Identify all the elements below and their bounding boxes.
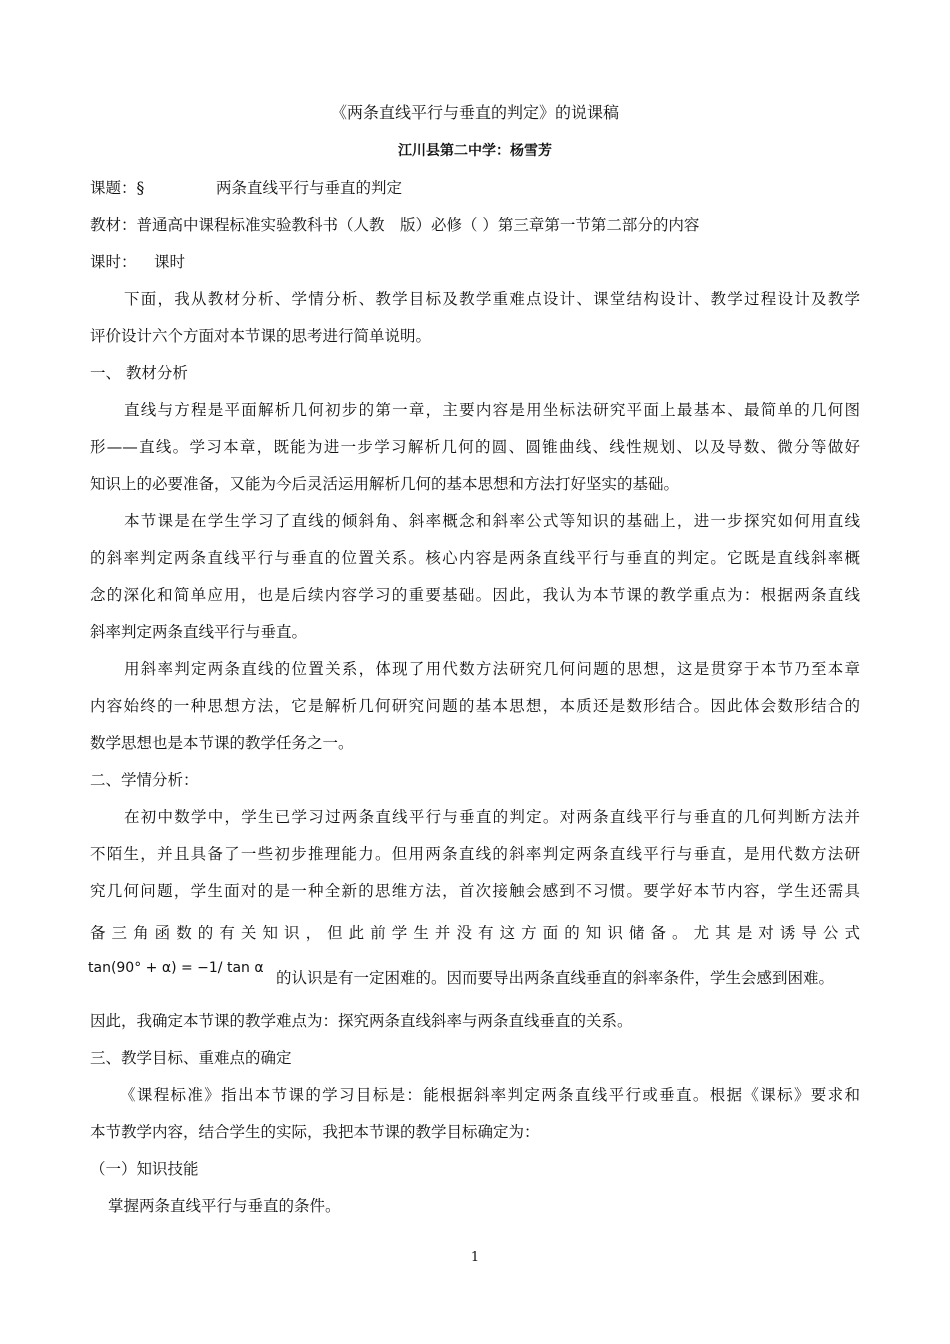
- topic-label: 课题：§: [90, 179, 145, 197]
- formula: tan(90° + α) = −1/ tan α: [88, 960, 264, 976]
- section-heading: 二、学情分析：: [90, 771, 199, 789]
- intro-line: 下面，我从教材分析、学情分析、教学目标及教学重难点设计、课堂结构设计、教学过程设计及教学: [124, 290, 860, 308]
- paragraph-line: 知识上的必要准备，又能为今后灵活运用解析几何的基本思想和方法打好坚实的基础。: [90, 475, 680, 493]
- paragraph-line: 在初中数学中，学生已学习过两条直线平行与垂直的判定。对两条直线平行与垂直的几何判断方法并: [124, 808, 860, 826]
- paragraph-line: 因此，我确定本节课的教学难点为：探究两条直线斜率与两条直线垂直的关系。: [90, 1012, 633, 1030]
- paragraph-line: 内容始终的一种思想方法，它是解析几何研究问题的基本思想，本质还是数形结合。因此体会数形结合的: [90, 697, 860, 715]
- author-line: 江川县第二中学：杨雪芳: [398, 143, 552, 159]
- paragraph-line: 的斜率判定两条直线平行与垂直的位置关系。核心内容是两条直线平行与垂直的判定。它既是直线斜率概: [90, 549, 860, 567]
- textbook-line: 教材：普通高中课程标准实验教科书（人教 版）必修（ ）第三章第一节第二部分的内容: [90, 216, 700, 234]
- paragraph-line: 掌握两条直线平行与垂直的条件。: [108, 1197, 341, 1215]
- paragraph-line: 不陌生，并且具备了一些初步推理能力。但用两条直线的斜率判定两条直线平行与垂直，是用代数方法研: [90, 845, 860, 863]
- subsection-heading: （一）知识技能: [90, 1160, 199, 1178]
- page-number: 1: [470, 1250, 480, 1265]
- paragraph-line: 直线与方程是平面解析几何初步的第一章，主要内容是用坐标法研究平面上最基本、最简单的几何图: [124, 401, 860, 419]
- paragraph-line: 数学思想也是本节课的教学任务之一。: [90, 734, 354, 752]
- intro-line: 评价设计六个方面对本节课的思考进行简单说明。: [90, 327, 432, 345]
- paragraph-line: 究几何问题，学生面对的是一种全新的思维方法，首次接触会感到不习惯。要学好本节内容，学生还需具: [90, 882, 860, 900]
- paragraph-line: 《课程标准》指出本节课的学习目标是：能根据斜率判定两条直线平行或垂直。根据《课标》要求和: [120, 1086, 860, 1104]
- paragraph-line: 斜率判定两条直线平行与垂直。: [90, 623, 308, 641]
- paragraph-line: 备三角函数的有关知识，但此前学生并没有这方面的知识储备。尤其是对诱导公式: [90, 924, 860, 942]
- paragraph-line: 形——直线。学习本章，既能为进一步学习解析几何的圆、圆锥曲线、线性规划、以及导数、微分等做好: [90, 438, 860, 456]
- section-heading: 一、 教材分析: [90, 364, 188, 382]
- topic-value: 两条直线平行与垂直的判定: [216, 179, 403, 197]
- period-value: 课时: [154, 253, 186, 271]
- paragraph-line: 本节课是在学生学习了直线的倾斜角、斜率概念和斜率公式等知识的基础上，进一步探究如何用直线: [124, 512, 860, 530]
- document-title: 《两条直线平行与垂直的判定》的说课稿: [330, 103, 619, 122]
- paragraph-line: 念的深化和简单应用，也是后续内容学习的重要基础。因此，我认为本节课的教学重点为：根据两条直线: [90, 586, 860, 604]
- paragraph-line: 用斜率判定两条直线的位置关系，体现了用代数方法研究几何问题的思想，这是贯穿于本节乃至本章: [124, 660, 860, 678]
- formula-tail: 的认识是有一定困难的。因而要导出两条直线垂直的斜率条件，学生会感到困难。: [276, 969, 835, 987]
- paragraph-line: 本节教学内容，结合学生的实际，我把本节课的教学目标确定为：: [90, 1123, 540, 1141]
- period-label: 课时：: [90, 253, 137, 271]
- section-heading: 三、教学目标、重难点的确定: [90, 1049, 292, 1067]
